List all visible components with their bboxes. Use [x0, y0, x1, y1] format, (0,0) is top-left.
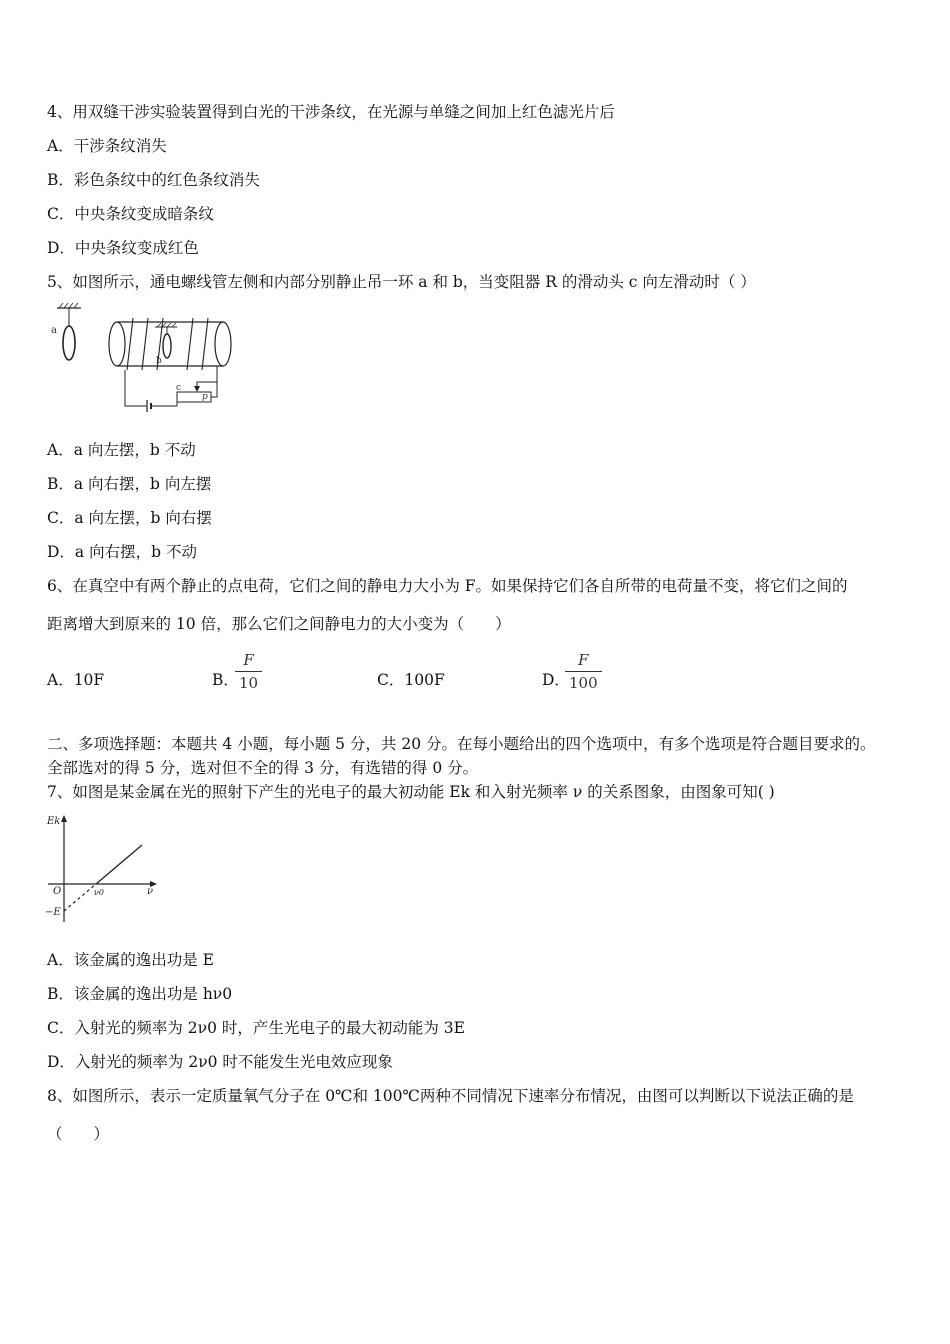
section2-heading-line2: 全部选对的得 5 分，选对但不全的得 3 分，有选错的得 0 分。	[47, 759, 479, 777]
nu0-label: ν0	[94, 888, 104, 897]
q6-option-d-denominator: 100	[569, 674, 598, 692]
q6-option-c: C．100F	[377, 671, 445, 689]
slider-c-label: c	[176, 383, 182, 393]
q4-option-a: A．干涉条纹消失	[47, 137, 167, 155]
nu-axis-label: ν	[147, 886, 154, 897]
rheostat-p-label: p	[202, 392, 208, 402]
q4-option-d: D．中央条纹变成红色	[47, 239, 199, 257]
q6-option-b-denominator: 10	[239, 674, 259, 692]
q6-option-b-fraction	[235, 650, 262, 693]
q5-option-a: A．a 向左摆，b 不动	[47, 441, 196, 459]
q6-stem-line2: 距离增大到原来的 10 倍，那么它们之间静电力的大小变为（ ）	[47, 615, 511, 633]
ring-a-label: a	[51, 325, 57, 336]
fraction-bar	[235, 671, 262, 672]
solenoid-circuit-figure	[47, 300, 247, 415]
q6-option-d-label: D．	[542, 671, 570, 689]
q8-stem-line1: 8、如图所示，表示一定质量氧气分子在 0℃和 100℃两种不同情况下速率分布情况，由图可以判断以下说法正确的是	[47, 1087, 854, 1105]
solenoid-right-end	[215, 322, 231, 366]
fraction-bar	[565, 671, 602, 672]
q5-option-c: C．a 向左摆，b 向右摆	[47, 509, 212, 527]
q4-stem: 4、用双缝干涉实验装置得到白光的干涉条纹，在光源与单缝之间加上红色滤光片后	[47, 103, 615, 121]
q5-option-b: B．a 向右摆，b 向左摆	[47, 475, 212, 493]
q5-stem: 5、如图所示，通电螺线管左侧和内部分别静止吊一环 a 和 b，当变阻器 R 的滑动头 c 向左滑动时（ ）	[47, 273, 756, 291]
q4-option-c: C．中央条纹变成暗条纹	[47, 205, 214, 223]
q6-option-a: A．10F	[47, 671, 105, 689]
solenoid-left-end	[109, 322, 125, 366]
q7-option-b: B．该金属的逸出功是 hν0	[47, 985, 233, 1003]
q4-option-b: B．彩色条纹中的红色条纹消失	[47, 171, 260, 189]
q7-option-c: C．入射光的频率为 2ν0 时，产生光电子的最大初动能为 3E	[47, 1019, 465, 1037]
q6-option-b-label: B．	[212, 671, 239, 689]
ring-a	[63, 326, 75, 360]
ek-nu-graph-figure	[44, 810, 174, 930]
section2-heading-line1: 二、多项选择题：本题共 4 小题，每小题 5 分，共 20 分。在每小题给出的四个选项中，有多个选项是符合题目要求的。	[47, 735, 876, 753]
neg-e-label: −E	[45, 907, 61, 918]
q7-stem: 7、如图是某金属在光的照射下产生的光电子的最大初动能 Ek 和入射光频率 ν 的关系图象，由图象可知( )	[47, 783, 775, 801]
q7-option-d: D．入射光的频率为 2ν0 时不能发生光电效应现象	[47, 1053, 393, 1071]
q6-option-d-numerator: F	[578, 651, 589, 669]
ceiling-hatch-a	[59, 303, 78, 308]
origin-label: O	[53, 886, 62, 897]
q8-stem-line2: （ ）	[47, 1125, 110, 1143]
ceiling-hatch-b	[157, 323, 176, 327]
slider-c-arrow	[194, 386, 200, 392]
ek-axis-label: Ek	[47, 816, 61, 827]
q6-option-d-fraction	[565, 650, 602, 693]
ek-line-dashed	[64, 884, 96, 911]
solenoid-windings	[127, 318, 208, 370]
q7-option-a: A．该金属的逸出功是 E	[47, 951, 214, 969]
ek-line-solid	[96, 845, 142, 884]
q5-option-d: D．a 向右摆，b 不动	[47, 543, 197, 561]
ring-b	[163, 334, 171, 358]
q6-options-row	[47, 650, 907, 700]
circuit-wire-left	[125, 370, 147, 406]
q6-option-b-numerator: F	[243, 651, 254, 669]
q6-stem-line1: 6、在真空中有两个静止的点电荷，它们之间的静电力大小为 F。如果保持它们各自所带的电荷量不变，将它们之间的	[47, 577, 848, 595]
ek-axis-arrow	[61, 815, 67, 822]
ring-b-label: b	[156, 356, 162, 366]
